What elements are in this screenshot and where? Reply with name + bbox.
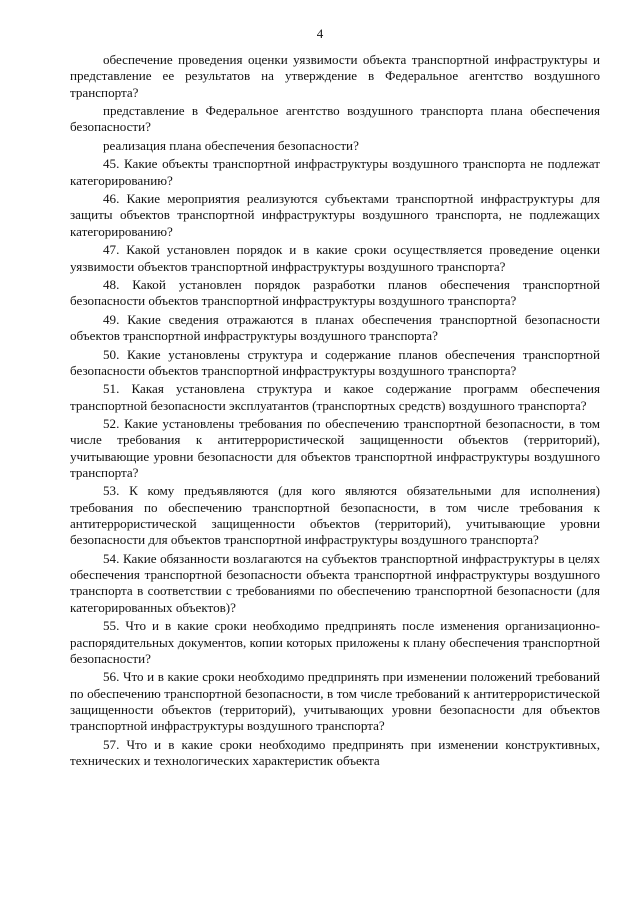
page-number: 4 [316, 26, 324, 41]
paragraph: представление в Федеральное агентство воздушного транспорта плана обеспечения безопасности? [70, 103, 600, 135]
paragraph: 55. Что и в какие сроки необходимо предпринять после изменения организационно-распорядительных документов, копии которых приложены к плану обеспечения транспортной безопасности? [70, 618, 600, 666]
paragraph: 45. Какие объекты транспортной инфраструктуры воздушного транспорта не подлежат категорированию? [70, 156, 600, 188]
paragraph: обеспечение проведения оценки уязвимости объекта транспортной инфраструктуры и представление ее результатов на утверждение в Федеральное агентство воздушного транспорта? [70, 52, 600, 100]
paragraph: 54. Какие обязанности возлагаются на субъектов транспортной инфраструктуры в целях обеспечения транспортной безопасности объекта транспортной инфраструктуры воздушного транспорта в соответствии с требованиями по обеспечению транспортной безопасности (для категорированных объектов)? [70, 550, 600, 615]
paragraph: 49. Какие сведения отражаются в планах обеспечения транспортной безопасности объектов транспортной инфраструктуры воздушного транспорта? [70, 311, 600, 344]
paragraph: 47. Какой установлен порядок и в какие сроки осуществляется проведение оценки уязвимости объектов транспортной инфраструктуры воздушного транспорта? [70, 242, 600, 274]
paragraph: реализация плана обеспечения безопасности? [103, 137, 359, 153]
paragraph: 52. Какие установлены требования по обеспечению транспортной безопасности, в том числе требования к антитеррористической защищенности объектов (территорий), учитывающие уровни безопасности для объектов транспортной инфраструктуры воздушного транспорта? [70, 416, 600, 480]
paragraph: 48. Какой установлен порядок разработки планов обеспечения транспортной безопасности объектов транспортной инфраструктуры воздушного транспорта? [70, 276, 600, 309]
paragraph: 46. Какие мероприятия реализуются субъектами транспортной инфраструктуры для защиты объектов транспортной инфраструктуры воздушного транспорта, не подлежащих категорированию? [70, 191, 600, 239]
paragraph: 57. Что и в какие сроки необходимо предпринять при изменении конструктивных, технических и технологических характеристик объекта [70, 736, 600, 768]
paragraph: 51. Какая установлена структура и какое содержание программ обеспечения транспортной безопасности эксплуатантов (транспортных средств) воздушного транспорта? [70, 381, 600, 413]
paragraph: 56. Что и в какие сроки необходимо предпринять при изменении положений требований по обеспечению транспортной безопасности, в том числе требований к антитеррористической защищенности объектов (территорий), учитывающих уровни безопасности для объектов транспортной инфраструктуры воздушного транспорта? [70, 669, 600, 734]
paragraph: 53. К кому предъявляются (для кого являются обязательными для исполнения) требования по обеспечению транспортной безопасности, в том числе требования к антитеррористической защищенности объектов (территорий), учитывающие уровни безопасности для объектов транспортной инфраструктуры воздушного транспорта? [70, 483, 600, 548]
paragraph: 50. Какие установлены структура и содержание планов обеспечения транспортной безопасности объектов транспортной инфраструктуры воздушного транспорта? [70, 346, 600, 378]
document-body [70, 52, 600, 771]
